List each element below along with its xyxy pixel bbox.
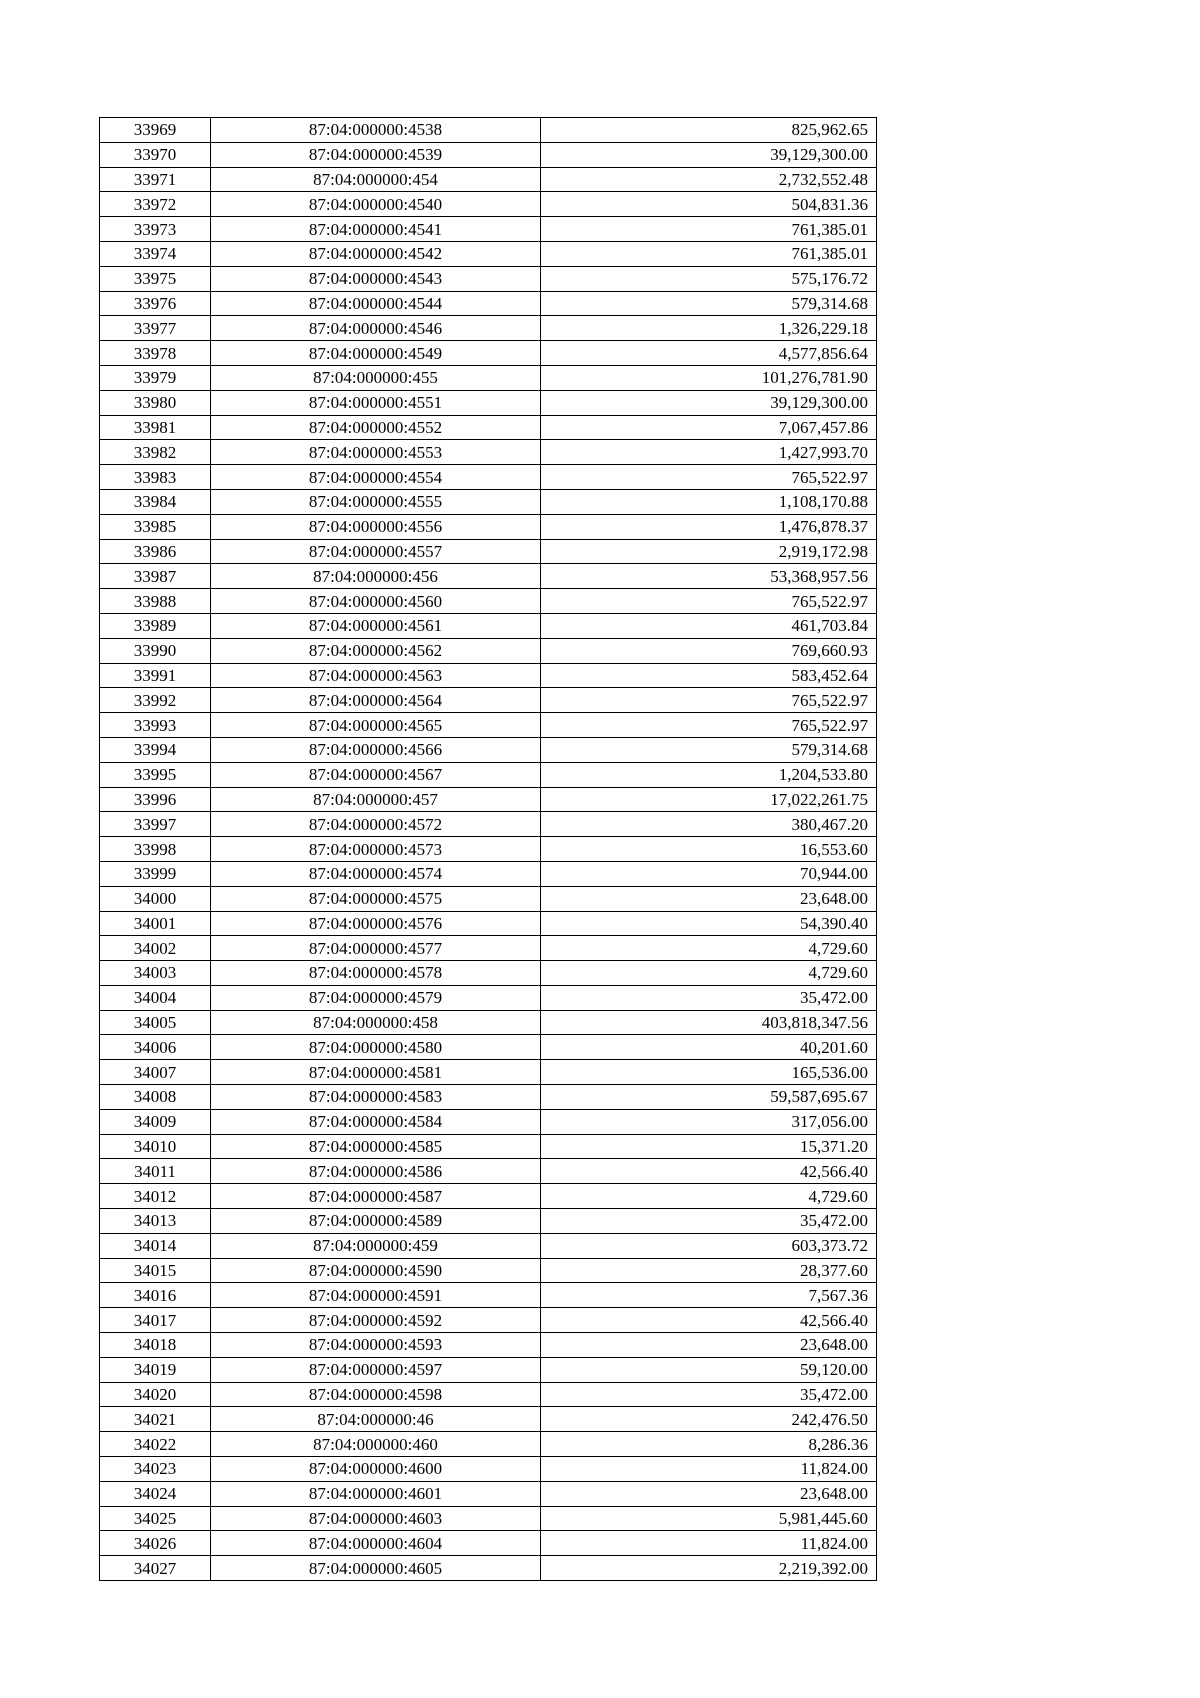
row-number-cell: 33975	[100, 266, 211, 291]
value-cell: 825,962.65	[541, 118, 877, 143]
row-number-cell: 34018	[100, 1333, 211, 1358]
table-row	[100, 1060, 877, 1085]
table-row	[100, 1506, 877, 1531]
row-number-cell: 34016	[100, 1283, 211, 1308]
value-cell: 2,919,172.98	[541, 539, 877, 564]
row-number-cell: 34009	[100, 1109, 211, 1134]
value-cell: 1,326,229.18	[541, 316, 877, 341]
value-cell: 765,522.97	[541, 688, 877, 713]
value-cell: 11,824.00	[541, 1531, 877, 1556]
table-row	[100, 1457, 877, 1482]
table-row	[100, 638, 877, 663]
cadastral-number-cell: 87:04:000000:4575	[211, 886, 541, 911]
cadastral-number-cell: 87:04:000000:4551	[211, 390, 541, 415]
row-number-cell: 34006	[100, 1035, 211, 1060]
row-number-cell: 33997	[100, 812, 211, 837]
table-row	[100, 1209, 877, 1234]
table-row	[100, 365, 877, 390]
row-number-cell: 33982	[100, 440, 211, 465]
cadastral-number-cell: 87:04:000000:4604	[211, 1531, 541, 1556]
table-row	[100, 341, 877, 366]
row-number-cell: 33988	[100, 589, 211, 614]
cadastral-number-cell: 87:04:000000:4557	[211, 539, 541, 564]
row-number-cell: 34017	[100, 1308, 211, 1333]
value-cell: 16,553.60	[541, 837, 877, 862]
row-number-cell: 33998	[100, 837, 211, 862]
cadastral-number-cell: 87:04:000000:4574	[211, 861, 541, 886]
cadastral-number-cell: 87:04:000000:4564	[211, 688, 541, 713]
table-row	[100, 911, 877, 936]
table-row	[100, 1357, 877, 1382]
value-cell: 603,373.72	[541, 1233, 877, 1258]
row-number-cell: 33983	[100, 465, 211, 490]
row-number-cell: 33970	[100, 142, 211, 167]
table-row	[100, 1382, 877, 1407]
row-number-cell: 33987	[100, 564, 211, 589]
table-row	[100, 787, 877, 812]
value-cell: 765,522.97	[541, 713, 877, 738]
row-number-cell: 34012	[100, 1184, 211, 1209]
value-cell: 403,818,347.56	[541, 1010, 877, 1035]
row-number-cell: 33977	[100, 316, 211, 341]
table-row	[100, 737, 877, 762]
cadastral-number-cell: 87:04:000000:4553	[211, 440, 541, 465]
cadastral-number-cell: 87:04:000000:4554	[211, 465, 541, 490]
cadastral-number-cell: 87:04:000000:4591	[211, 1283, 541, 1308]
row-number-cell: 34015	[100, 1258, 211, 1283]
value-cell: 165,536.00	[541, 1060, 877, 1085]
cadastral-number-cell: 87:04:000000:457	[211, 787, 541, 812]
value-cell: 579,314.68	[541, 737, 877, 762]
cadastral-number-cell: 87:04:000000:4538	[211, 118, 541, 143]
value-cell: 35,472.00	[541, 1382, 877, 1407]
table-row	[100, 1233, 877, 1258]
row-number-cell: 33992	[100, 688, 211, 713]
table-row	[100, 1134, 877, 1159]
row-number-cell: 34000	[100, 886, 211, 911]
cadastral-number-cell: 87:04:000000:4566	[211, 737, 541, 762]
value-cell: 7,567.36	[541, 1283, 877, 1308]
row-number-cell: 34001	[100, 911, 211, 936]
row-number-cell: 33969	[100, 118, 211, 143]
table-row	[100, 192, 877, 217]
row-number-cell: 34024	[100, 1481, 211, 1506]
table-row	[100, 440, 877, 465]
row-number-cell: 33974	[100, 241, 211, 266]
table-row	[100, 1432, 877, 1457]
cadastral-number-cell: 87:04:000000:4540	[211, 192, 541, 217]
table-row	[100, 1407, 877, 1432]
value-cell: 4,729.60	[541, 936, 877, 961]
cadastral-number-cell: 87:04:000000:458	[211, 1010, 541, 1035]
cadastral-number-cell: 87:04:000000:4544	[211, 291, 541, 316]
cadastral-number-cell: 87:04:000000:4587	[211, 1184, 541, 1209]
value-cell: 583,452.64	[541, 663, 877, 688]
row-number-cell: 34002	[100, 936, 211, 961]
table-row	[100, 663, 877, 688]
cadastral-number-cell: 87:04:000000:4586	[211, 1159, 541, 1184]
value-cell: 53,368,957.56	[541, 564, 877, 589]
value-cell: 4,577,856.64	[541, 341, 877, 366]
table-row	[100, 167, 877, 192]
cadastral-number-cell: 87:04:000000:46	[211, 1407, 541, 1432]
table-row	[100, 688, 877, 713]
cadastral-number-cell: 87:04:000000:4542	[211, 241, 541, 266]
value-cell: 40,201.60	[541, 1035, 877, 1060]
cadastral-number-cell: 87:04:000000:4603	[211, 1506, 541, 1531]
value-cell: 42,566.40	[541, 1308, 877, 1333]
row-number-cell: 34027	[100, 1556, 211, 1581]
cadastral-number-cell: 87:04:000000:456	[211, 564, 541, 589]
cadastral-value-table	[99, 117, 877, 1581]
table-row	[100, 564, 877, 589]
row-number-cell: 34011	[100, 1159, 211, 1184]
value-cell: 42,566.40	[541, 1159, 877, 1184]
row-number-cell: 34021	[100, 1407, 211, 1432]
cadastral-number-cell: 87:04:000000:454	[211, 167, 541, 192]
table-row	[100, 539, 877, 564]
table-row	[100, 217, 877, 242]
row-number-cell: 33973	[100, 217, 211, 242]
cadastral-number-cell: 87:04:000000:4567	[211, 762, 541, 787]
value-cell: 35,472.00	[541, 985, 877, 1010]
table-row	[100, 1035, 877, 1060]
value-cell: 4,729.60	[541, 1184, 877, 1209]
cadastral-number-cell: 87:04:000000:4579	[211, 985, 541, 1010]
value-cell: 765,522.97	[541, 589, 877, 614]
row-number-cell: 34025	[100, 1506, 211, 1531]
value-cell: 8,286.36	[541, 1432, 877, 1457]
table-row	[100, 985, 877, 1010]
cadastral-number-cell: 87:04:000000:4600	[211, 1457, 541, 1482]
cadastral-number-cell: 87:04:000000:4555	[211, 489, 541, 514]
cadastral-number-cell: 87:04:000000:4541	[211, 217, 541, 242]
cadastral-number-cell: 87:04:000000:4552	[211, 415, 541, 440]
row-number-cell: 33981	[100, 415, 211, 440]
cadastral-number-cell: 87:04:000000:4589	[211, 1209, 541, 1234]
row-number-cell: 33986	[100, 539, 211, 564]
value-cell: 765,522.97	[541, 465, 877, 490]
table-row	[100, 1531, 877, 1556]
row-number-cell: 33976	[100, 291, 211, 316]
table-row	[100, 762, 877, 787]
table-body	[100, 118, 877, 1581]
table-row	[100, 861, 877, 886]
cadastral-number-cell: 87:04:000000:4562	[211, 638, 541, 663]
value-cell: 2,732,552.48	[541, 167, 877, 192]
row-number-cell: 33996	[100, 787, 211, 812]
cadastral-number-cell: 87:04:000000:4584	[211, 1109, 541, 1134]
value-cell: 761,385.01	[541, 217, 877, 242]
table-row	[100, 1333, 877, 1358]
row-number-cell: 33994	[100, 737, 211, 762]
table-row	[100, 886, 877, 911]
row-number-cell: 34003	[100, 961, 211, 986]
table-row	[100, 142, 877, 167]
cadastral-number-cell: 87:04:000000:460	[211, 1432, 541, 1457]
cadastral-number-cell: 87:04:000000:459	[211, 1233, 541, 1258]
value-cell: 5,981,445.60	[541, 1506, 877, 1531]
row-number-cell: 34005	[100, 1010, 211, 1035]
value-cell: 579,314.68	[541, 291, 877, 316]
value-cell: 380,467.20	[541, 812, 877, 837]
row-number-cell: 33991	[100, 663, 211, 688]
row-number-cell: 33978	[100, 341, 211, 366]
cadastral-number-cell: 87:04:000000:4572	[211, 812, 541, 837]
value-cell: 317,056.00	[541, 1109, 877, 1134]
cadastral-number-cell: 87:04:000000:4601	[211, 1481, 541, 1506]
cadastral-number-cell: 87:04:000000:4597	[211, 1357, 541, 1382]
cadastral-number-cell: 87:04:000000:4580	[211, 1035, 541, 1060]
cadastral-number-cell: 87:04:000000:4543	[211, 266, 541, 291]
row-number-cell: 34020	[100, 1382, 211, 1407]
row-number-cell: 34004	[100, 985, 211, 1010]
cadastral-number-cell: 87:04:000000:4563	[211, 663, 541, 688]
value-cell: 575,176.72	[541, 266, 877, 291]
table-row	[100, 514, 877, 539]
value-cell: 1,427,993.70	[541, 440, 877, 465]
value-cell: 39,129,300.00	[541, 142, 877, 167]
table-row	[100, 241, 877, 266]
row-number-cell: 34023	[100, 1457, 211, 1482]
value-cell: 23,648.00	[541, 886, 877, 911]
cadastral-number-cell: 87:04:000000:4590	[211, 1258, 541, 1283]
table-row	[100, 390, 877, 415]
value-cell: 1,476,878.37	[541, 514, 877, 539]
value-cell: 504,831.36	[541, 192, 877, 217]
table-row	[100, 415, 877, 440]
table-row	[100, 1085, 877, 1110]
table-row	[100, 713, 877, 738]
table-row	[100, 812, 877, 837]
table-row	[100, 589, 877, 614]
row-number-cell: 34013	[100, 1209, 211, 1234]
value-cell: 7,067,457.86	[541, 415, 877, 440]
cadastral-number-cell: 87:04:000000:4577	[211, 936, 541, 961]
value-cell: 23,648.00	[541, 1333, 877, 1358]
table-row	[100, 936, 877, 961]
table-row	[100, 1010, 877, 1035]
row-number-cell: 34026	[100, 1531, 211, 1556]
row-number-cell: 33985	[100, 514, 211, 539]
row-number-cell: 33980	[100, 390, 211, 415]
cadastral-number-cell: 87:04:000000:4539	[211, 142, 541, 167]
row-number-cell: 34010	[100, 1134, 211, 1159]
table-row	[100, 1159, 877, 1184]
table-row	[100, 1308, 877, 1333]
row-number-cell: 33972	[100, 192, 211, 217]
value-cell: 101,276,781.90	[541, 365, 877, 390]
cadastral-number-cell: 87:04:000000:4593	[211, 1333, 541, 1358]
table-row	[100, 1556, 877, 1581]
value-cell: 11,824.00	[541, 1457, 877, 1482]
cadastral-number-cell: 87:04:000000:4565	[211, 713, 541, 738]
table-row	[100, 961, 877, 986]
cadastral-number-cell: 87:04:000000:4576	[211, 911, 541, 936]
table-row	[100, 1283, 877, 1308]
row-number-cell: 34008	[100, 1085, 211, 1110]
value-cell: 28,377.60	[541, 1258, 877, 1283]
value-cell: 761,385.01	[541, 241, 877, 266]
value-cell: 4,729.60	[541, 961, 877, 986]
value-cell: 461,703.84	[541, 613, 877, 638]
table-row	[100, 489, 877, 514]
row-number-cell: 34014	[100, 1233, 211, 1258]
row-number-cell: 34007	[100, 1060, 211, 1085]
table-row	[100, 1258, 877, 1283]
value-cell: 23,648.00	[541, 1481, 877, 1506]
table-row	[100, 1481, 877, 1506]
value-cell: 35,472.00	[541, 1209, 877, 1234]
row-number-cell: 33990	[100, 638, 211, 663]
row-number-cell: 33971	[100, 167, 211, 192]
value-cell: 70,944.00	[541, 861, 877, 886]
table-row	[100, 291, 877, 316]
cadastral-number-cell: 87:04:000000:4549	[211, 341, 541, 366]
row-number-cell: 33989	[100, 613, 211, 638]
row-number-cell: 34019	[100, 1357, 211, 1382]
cadastral-number-cell: 87:04:000000:455	[211, 365, 541, 390]
cadastral-number-cell: 87:04:000000:4556	[211, 514, 541, 539]
value-cell: 769,660.93	[541, 638, 877, 663]
table-row	[100, 465, 877, 490]
row-number-cell: 33984	[100, 489, 211, 514]
table-row	[100, 118, 877, 143]
cadastral-number-cell: 87:04:000000:4561	[211, 613, 541, 638]
value-cell: 1,204,533.80	[541, 762, 877, 787]
row-number-cell: 34022	[100, 1432, 211, 1457]
value-cell: 54,390.40	[541, 911, 877, 936]
value-cell: 59,587,695.67	[541, 1085, 877, 1110]
cadastral-number-cell: 87:04:000000:4583	[211, 1085, 541, 1110]
row-number-cell: 33993	[100, 713, 211, 738]
cadastral-number-cell: 87:04:000000:4581	[211, 1060, 541, 1085]
value-cell: 242,476.50	[541, 1407, 877, 1432]
cadastral-number-cell: 87:04:000000:4560	[211, 589, 541, 614]
table-row	[100, 1184, 877, 1209]
value-cell: 2,219,392.00	[541, 1556, 877, 1581]
value-cell: 39,129,300.00	[541, 390, 877, 415]
value-cell: 15,371.20	[541, 1134, 877, 1159]
row-number-cell: 33999	[100, 861, 211, 886]
cadastral-number-cell: 87:04:000000:4578	[211, 961, 541, 986]
row-number-cell: 33979	[100, 365, 211, 390]
row-number-cell: 33995	[100, 762, 211, 787]
table-row	[100, 613, 877, 638]
table-row	[100, 316, 877, 341]
table-row	[100, 837, 877, 862]
cadastral-number-cell: 87:04:000000:4573	[211, 837, 541, 862]
cadastral-number-cell: 87:04:000000:4592	[211, 1308, 541, 1333]
cadastral-number-cell: 87:04:000000:4598	[211, 1382, 541, 1407]
cadastral-number-cell: 87:04:000000:4546	[211, 316, 541, 341]
value-cell: 17,022,261.75	[541, 787, 877, 812]
value-cell: 59,120.00	[541, 1357, 877, 1382]
table-row	[100, 266, 877, 291]
cadastral-number-cell: 87:04:000000:4605	[211, 1556, 541, 1581]
table-row	[100, 1109, 877, 1134]
value-cell: 1,108,170.88	[541, 489, 877, 514]
cadastral-number-cell: 87:04:000000:4585	[211, 1134, 541, 1159]
